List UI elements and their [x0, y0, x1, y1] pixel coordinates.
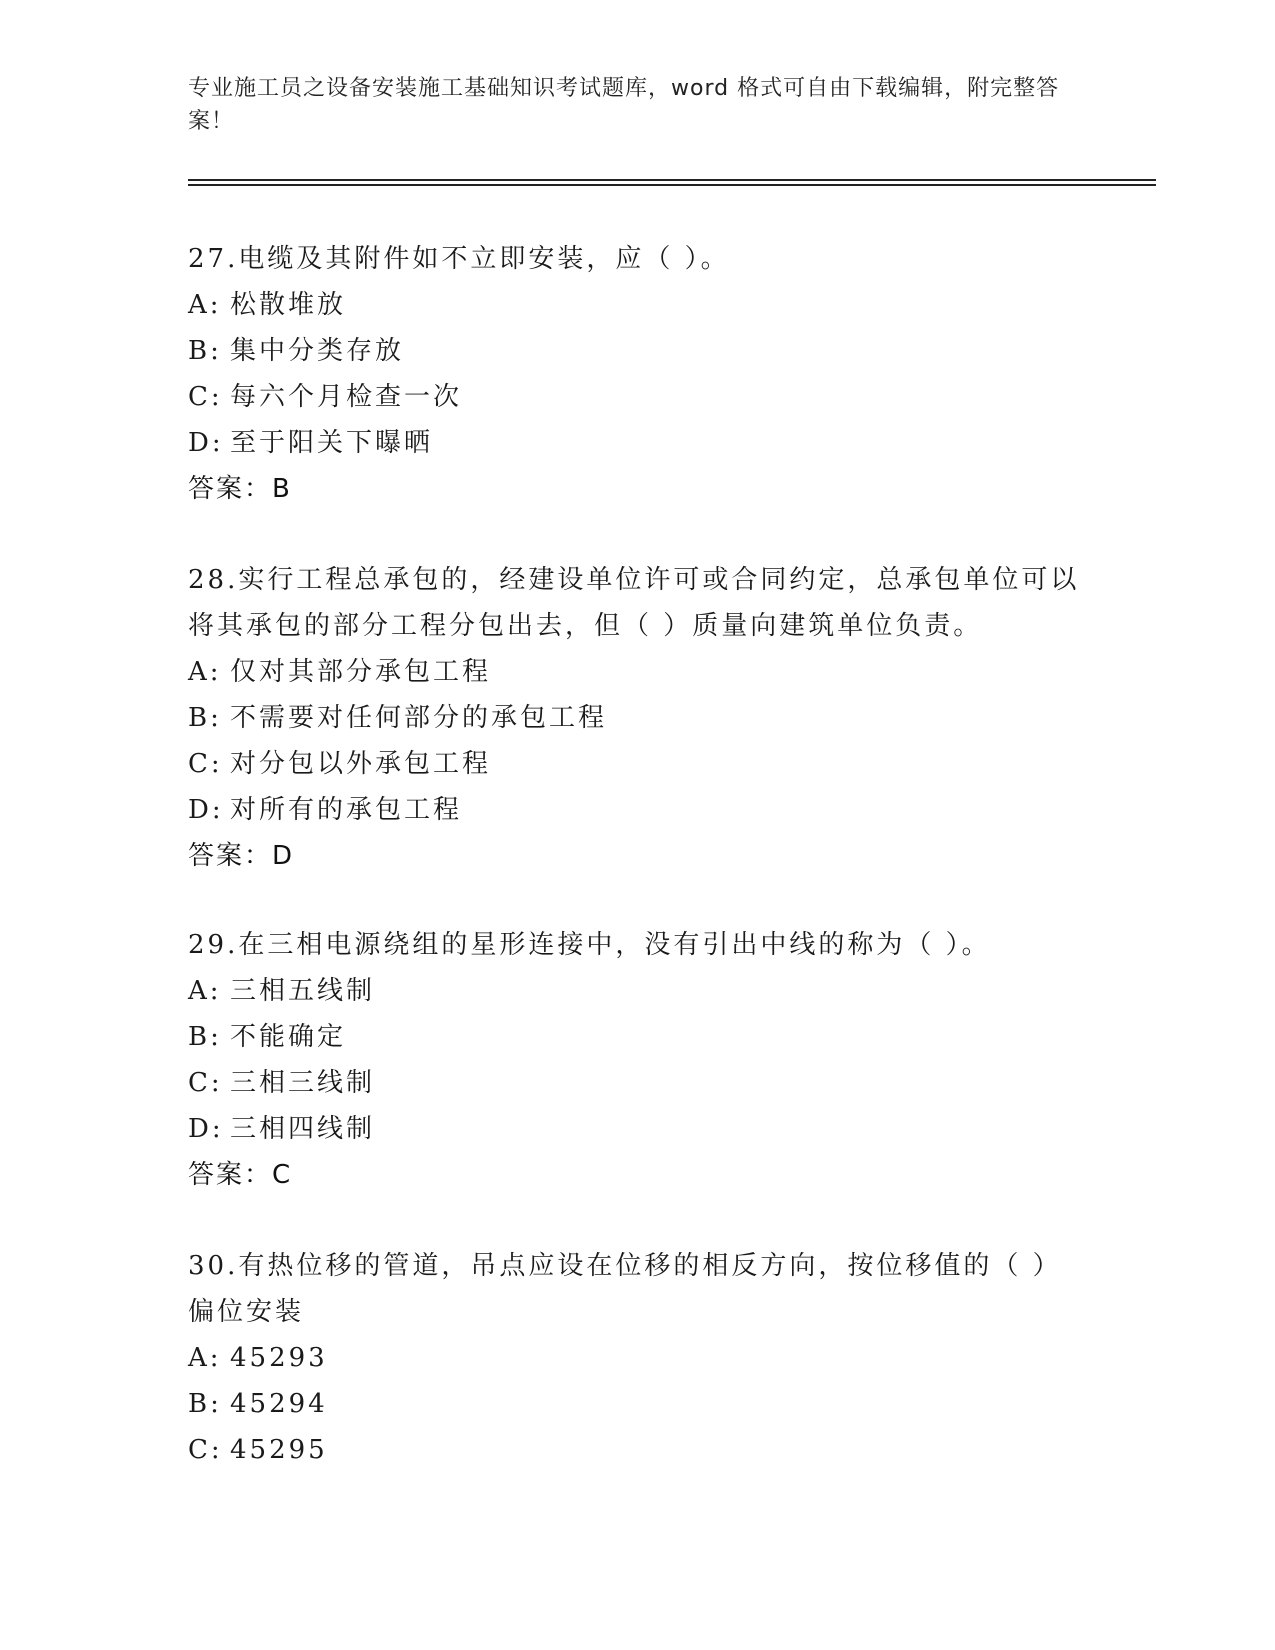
answer-line: 答案：B: [188, 474, 292, 504]
option-text: 三相三线制: [230, 1068, 376, 1098]
header-text: 专业施工员之设备安装施工基础知识考试题库，word 格式可自由下载编辑，附完整答案！: [188, 76, 1060, 134]
question-29: [188, 922, 1088, 1198]
option-d: [188, 1106, 1088, 1152]
option-text: 至于阳关下曝晒: [230, 428, 434, 458]
option-a: [188, 968, 1088, 1014]
option-text: 45295: [230, 1435, 328, 1465]
option-c: [188, 374, 1088, 420]
question-28: [188, 557, 1088, 879]
option-c: [188, 1060, 1088, 1106]
option-text: 松散堆放: [230, 290, 347, 320]
question-stem: 30.有热位移的管道，吊点应设在位移的相反方向，按位移值的（ ）偏位安装: [188, 1251, 1062, 1327]
question-stem: 28.实行工程总承包的，经建设单位许可或合同约定，总承包单位可以将其承包的部分工程分包出去，但（ ）质量向建筑单位负责。: [188, 565, 1080, 641]
question-27: [188, 236, 1088, 512]
option-text: 45294: [230, 1389, 328, 1419]
option-a: [188, 282, 1088, 328]
option-letter: D:: [188, 1114, 224, 1144]
option-text: 对所有的承包工程: [230, 795, 463, 825]
option-letter: B:: [188, 1389, 222, 1419]
option-text: 仅对其部分承包工程: [230, 657, 492, 687]
option-text: 集中分类存放: [230, 336, 405, 366]
option-a: [188, 1335, 1088, 1381]
question-stem: 27.电缆及其附件如不立即安装，应（ ）。: [188, 244, 730, 274]
option-text: 三相五线制: [230, 976, 376, 1006]
option-text: 对分包以外承包工程: [230, 749, 492, 779]
option-letter: B:: [188, 1022, 222, 1052]
answer-line: 答案：C: [188, 1160, 293, 1190]
option-letter: B:: [188, 336, 222, 366]
option-letter: B:: [188, 703, 222, 733]
header-divider-bottom: [188, 184, 1156, 186]
option-text: 不需要对任何部分的承包工程: [230, 703, 608, 733]
option-b: [188, 1014, 1088, 1060]
option-letter: A:: [188, 657, 222, 687]
option-c: [188, 741, 1088, 787]
option-d: [188, 420, 1088, 466]
option-letter: D:: [188, 428, 224, 458]
option-letter: A:: [188, 1343, 222, 1373]
option-letter: A:: [188, 976, 222, 1006]
option-text: 不能确定: [230, 1022, 347, 1052]
header-divider-top: [188, 179, 1156, 181]
question-stem: 29.在三相电源绕组的星形连接中，没有引出中线的称为（ ）。: [188, 930, 991, 960]
option-b: [188, 695, 1088, 741]
option-letter: D:: [188, 795, 224, 825]
option-b: [188, 328, 1088, 374]
option-text: 三相四线制: [230, 1114, 376, 1144]
option-letter: C:: [188, 1068, 223, 1098]
document-header: [188, 72, 1088, 138]
question-30: [188, 1243, 1088, 1473]
option-letter: A:: [188, 290, 222, 320]
option-letter: C:: [188, 749, 223, 779]
option-letter: C:: [188, 382, 223, 412]
option-b: [188, 1381, 1088, 1427]
option-c: [188, 1427, 1088, 1473]
option-d: [188, 787, 1088, 833]
option-text: 每六个月检查一次: [230, 382, 463, 412]
answer-line: 答案：D: [188, 841, 295, 871]
option-text: 45293: [230, 1343, 328, 1373]
option-letter: C:: [188, 1435, 223, 1465]
option-a: [188, 649, 1088, 695]
